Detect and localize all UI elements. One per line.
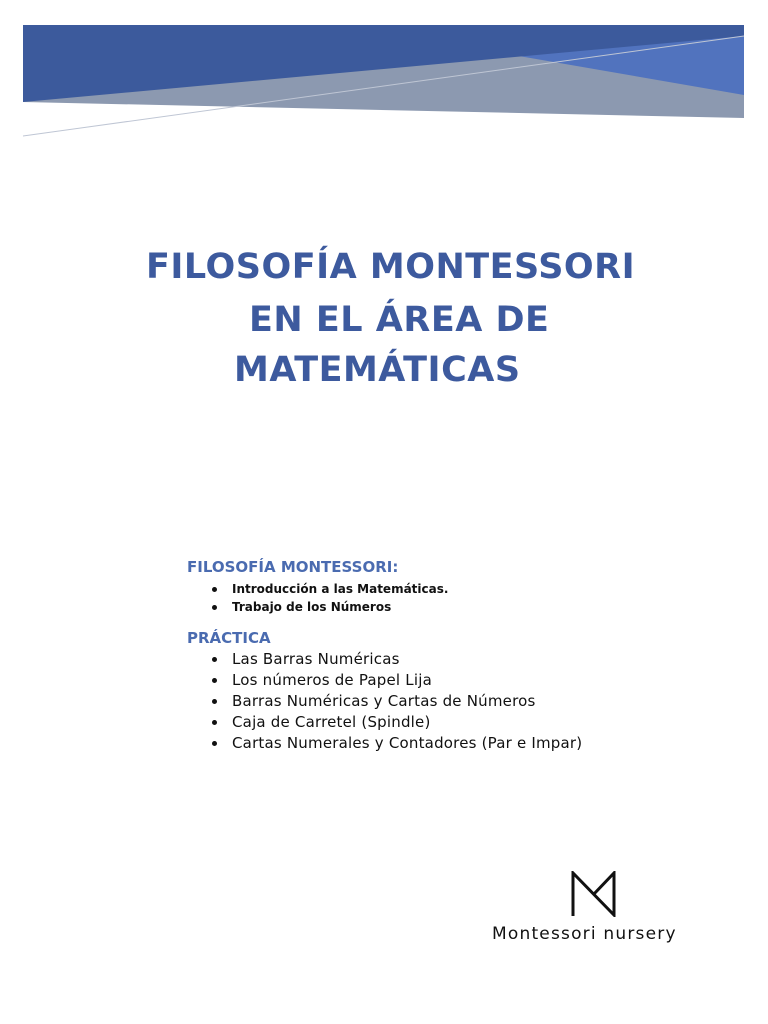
list-item: Introducción a las Matemáticas.: [206, 580, 448, 598]
section-heading-philosophy: FILOSOFÍA MONTESSORI:: [187, 558, 399, 576]
list-item: Barras Numéricas y Cartas de Números: [206, 691, 582, 712]
title-line-2: EN EL ÁREA DE: [249, 300, 550, 340]
list-item: Caja de Carretel (Spindle): [206, 712, 582, 733]
list-item: Las Barras Numéricas: [206, 649, 582, 670]
montessori-m-logo-icon: [571, 871, 617, 917]
list-item: Cartas Numerales y Contadores (Par e Impar): [206, 733, 582, 754]
list-item: Los números de Papel Lija: [206, 670, 582, 691]
header-banner: [0, 0, 768, 140]
title-line-1: FILOSOFÍA MONTESSORI: [146, 247, 636, 287]
section-heading-practice: PRÁCTICA: [187, 629, 271, 647]
practice-list: [206, 649, 582, 754]
title-line-3: MATEMÁTICAS: [234, 350, 521, 390]
logo-text: Montessori nursery: [492, 924, 677, 944]
philosophy-list: [206, 580, 448, 616]
list-item: Trabajo de los Números: [206, 598, 448, 616]
